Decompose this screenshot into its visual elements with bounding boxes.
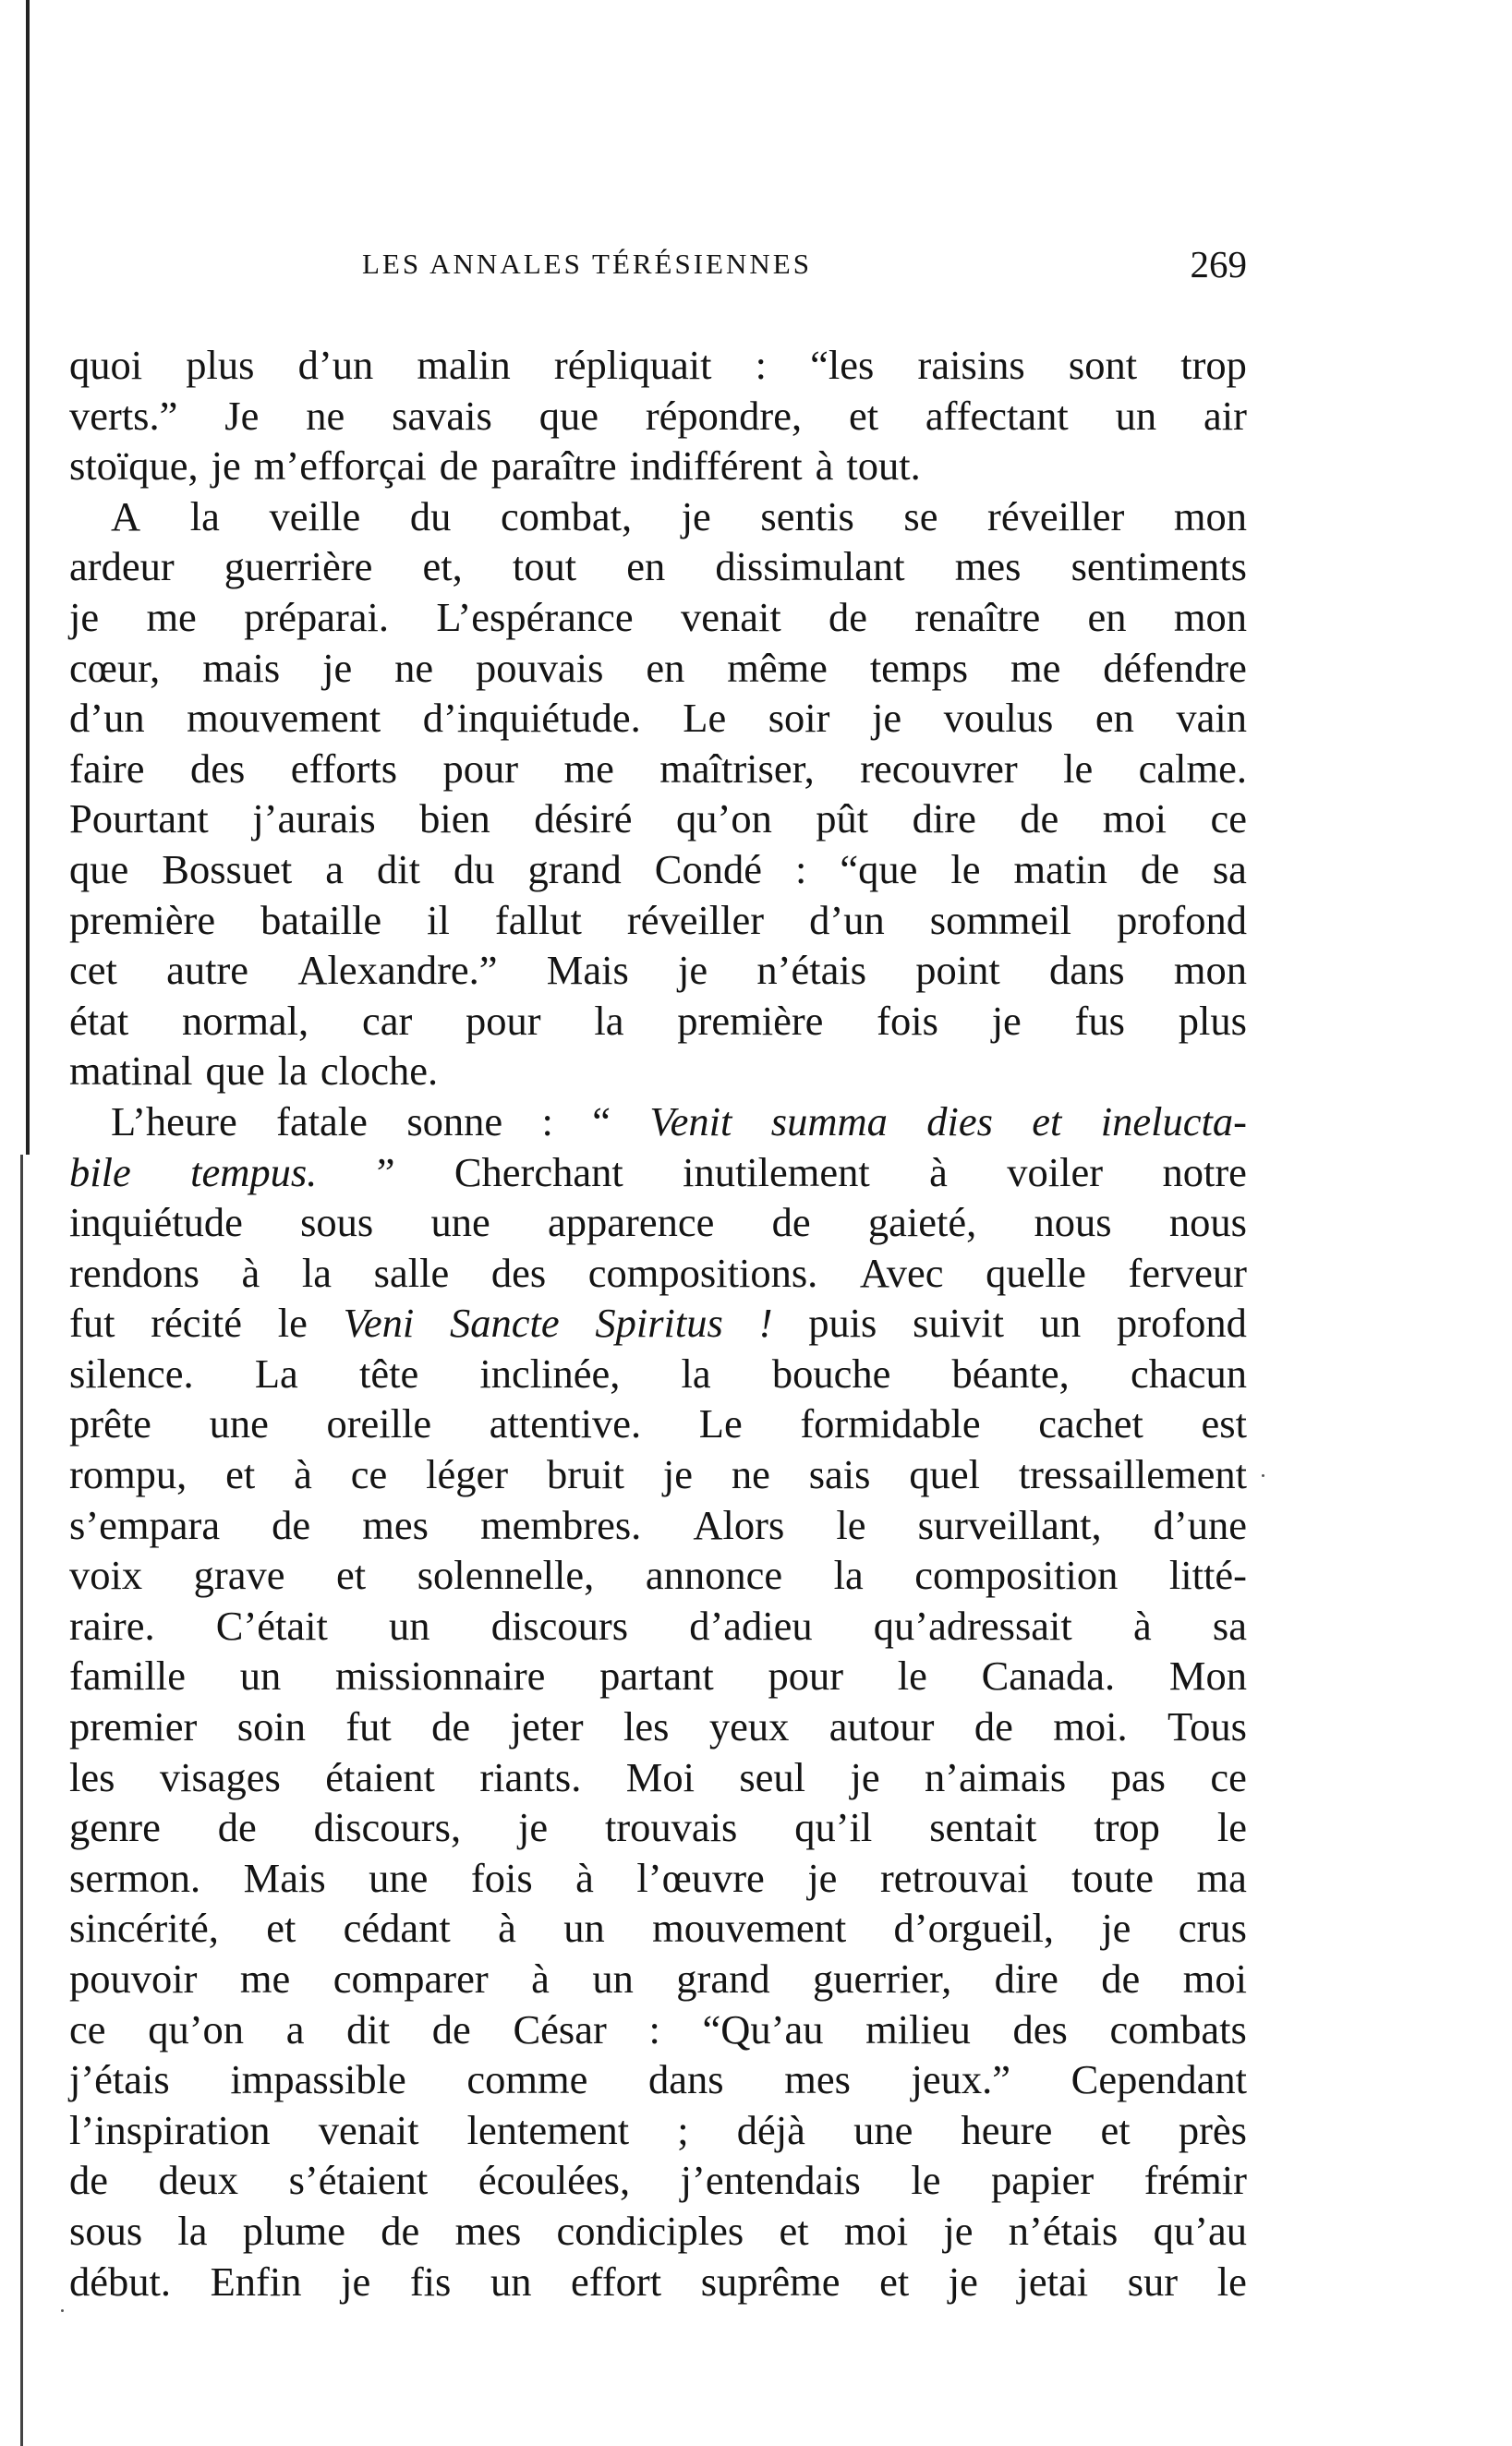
text-line: L’heure fatale sonne : “ Venit summa dies et ineluctа-	[111, 1097, 1247, 1144]
text-line: voix grave et solennelle, annonce la composition litté-	[69, 1552, 1247, 1599]
text-line: fut récité le Veni Sancte Spiritus ! puis suivit un profond	[69, 1300, 1247, 1347]
text-line: cœur, mais je ne pouvais en même temps me défendre	[69, 644, 1247, 691]
text-line: Pourtant j’aurais bien désiré qu’on pût dire de moi ce	[69, 795, 1247, 842]
text-line: j’étais impassible comme dans mes jeux.” Cependant	[69, 2056, 1247, 2103]
text-line: de deux s’étaient écoulées, j’entendais le papier frémir	[69, 2157, 1247, 2204]
text-line: début. Enfin je fis un effort suprême et je jetai sur le	[69, 2258, 1247, 2305]
text-line: rompu, et à ce léger bruit je ne sais quel tressaillement	[69, 1451, 1247, 1498]
text-line: stoïque, je m’efforçai de paraître indifférent à tout.	[69, 442, 921, 490]
binding-edge-lower	[20, 1155, 23, 2446]
text-line: que Bossuet a dit du grand Condé : “que le matin de sa	[69, 845, 1247, 892]
running-title: LES ANNALES TÉRÉSIENNES	[362, 248, 812, 280]
text-line: s’empara de mes membres. Alors le surveillant, d’une	[69, 1501, 1247, 1548]
text-line: ce qu’on a dit de César : “Qu’au milieu des combats	[69, 2005, 1247, 2052]
body-text	[69, 340, 1247, 2307]
text-line: pouvoir me comparer à un grand guerrier, dire de moi	[69, 1956, 1247, 2002]
text-line: faire des efforts pour me maîtriser, recouvrer le calme.	[69, 745, 1247, 792]
binding-edge	[26, 0, 30, 1155]
text-line: les visages étaient riants. Moi seul je n’aimais pas ce	[69, 1753, 1247, 1800]
text-line: cet autre Alexandre.” Mais je n’étais point dans mon	[69, 947, 1247, 994]
text-line: A la veille du combat, je sentis se réveiller mon	[111, 492, 1247, 539]
text-line: bile tempus. ” Cherchant inutilement à voiler notre	[69, 1148, 1247, 1195]
text-line: verts.” Je ne savais que répondre, et affectant un air	[69, 392, 1247, 439]
text-line: je me préparai. L’espérance venait de renaître en mon	[69, 593, 1247, 640]
text-line: sincérité, et cédant à un mouvement d’orgueil, je crus	[69, 1905, 1247, 1952]
page-number: 269	[1190, 243, 1247, 285]
text-line: sermon. Mais une fois à l’œuvre je retrouvai toute ma	[69, 1854, 1247, 1901]
text-line: genre de discours, je trouvais qu’il sentait trop le	[69, 1804, 1247, 1851]
text-line: inquiétude sous une apparence de gaieté, nous nous	[69, 1199, 1247, 1246]
paper-speck	[61, 2309, 64, 2312]
paper-speck	[1262, 1474, 1264, 1477]
text-line: première bataille il fallut réveiller d’un sommeil profond	[69, 896, 1247, 943]
text-line: rendons à la salle des compositions. Avec quelle ferveur	[69, 1249, 1247, 1296]
text-line: d’un mouvement d’inquiétude. Le soir je voulus en vain	[69, 695, 1247, 742]
running-head	[69, 242, 1247, 288]
text-line: silence. La tête inclinée, la bouche béante, chacun	[69, 1350, 1247, 1397]
text-line: état normal, car pour la première fois je fus plus	[69, 997, 1247, 1044]
text-line: matinal que la cloche.	[69, 1047, 439, 1095]
text-line: raire. C’était un discours d’adieu qu’adressait à sa	[69, 1602, 1247, 1649]
text-line: ardeur guerrière et, tout en dissimulant mes sentiments	[69, 543, 1247, 590]
text-line: l’inspiration venait lentement ; déjà une heure et près	[69, 2106, 1247, 2153]
text-line: premier soin fut de jeter les yeux autour de moi. Tous	[69, 1703, 1247, 1750]
text-line: sous la plume de mes condiciples et moi je n’étais qu’au	[69, 2207, 1247, 2254]
text-line: famille un missionnaire partant pour le Canada. Mon	[69, 1653, 1247, 1700]
text-line: quoi plus d’un malin répliquait : “les raisins sont trop	[69, 342, 1247, 388]
text-line: prête une oreille attentive. Le formidable cachet est	[69, 1400, 1247, 1447]
